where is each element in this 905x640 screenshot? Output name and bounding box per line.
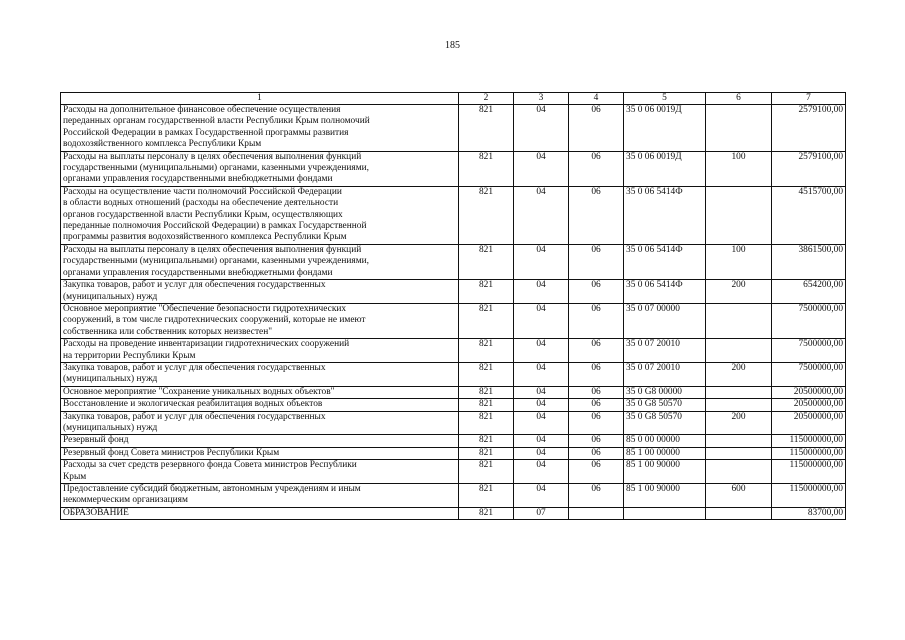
header-col-5: 5: [624, 93, 706, 105]
row-section: 04: [514, 386, 569, 398]
table-row: [61, 399, 846, 411]
header-row: [61, 93, 846, 105]
row-admin-code: 821: [459, 105, 514, 152]
row-description: Резервный фонд Совета министров Республики Крым: [61, 447, 459, 459]
row-admin-code: 821: [459, 484, 514, 508]
table-row: [61, 339, 846, 363]
row-section: 04: [514, 151, 569, 186]
row-admin-code: 821: [459, 244, 514, 279]
row-section: 07: [514, 507, 569, 519]
row-admin-code: 821: [459, 435, 514, 447]
row-admin-code: 821: [459, 151, 514, 186]
header-col-3: 3: [514, 93, 569, 105]
row-amount: 83700,00: [772, 507, 846, 519]
row-expense-type: 600: [706, 484, 772, 508]
row-section: 04: [514, 280, 569, 304]
row-description: Расходы на дополнительное финансовое обеспечение осуществления переданных органам государственной власти Республики Крым полномочий Российской Федерации в рамках Государственной программы развития водохозяйственного комплекса Республики Крым: [61, 105, 459, 152]
row-subsection: [569, 507, 624, 519]
row-description: Закупка товаров, работ и услуг для обеспечения государственных (муниципальных) нужд: [61, 280, 459, 304]
row-amount: 2579100,00: [772, 151, 846, 186]
header-col-6: 6: [706, 93, 772, 105]
table-row: [61, 244, 846, 279]
row-subsection: 06: [569, 151, 624, 186]
row-amount: 7500000,00: [772, 303, 846, 338]
row-description: Расходы на проведение инвентаризации гидротехнических сооружений на территории Республики Крым: [61, 339, 459, 363]
row-description: Закупка товаров, работ и услуг для обеспечения государственных (муниципальных) нужд: [61, 411, 459, 435]
row-description: Предоставление субсидий бюджетным, автономным учреждениям и иным некоммерческим организациям: [61, 484, 459, 508]
row-expense-type: 200: [706, 411, 772, 435]
row-subsection: 06: [569, 303, 624, 338]
row-target-article: 35 0 06 0019Д: [624, 105, 706, 152]
row-section: 04: [514, 105, 569, 152]
row-target-article: 35 0 06 5414Ф: [624, 280, 706, 304]
page-number: 185: [445, 40, 460, 51]
row-section: 04: [514, 362, 569, 386]
row-subsection: 06: [569, 362, 624, 386]
row-admin-code: 821: [459, 362, 514, 386]
row-target-article: [624, 507, 706, 519]
row-admin-code: 821: [459, 339, 514, 363]
row-amount: 115000000,00: [772, 484, 846, 508]
row-expense-type: [706, 105, 772, 152]
row-expense-type: [706, 399, 772, 411]
table-row: [61, 386, 846, 398]
row-admin-code: 821: [459, 399, 514, 411]
row-subsection: 06: [569, 386, 624, 398]
row-section: 04: [514, 244, 569, 279]
row-admin-code: 821: [459, 507, 514, 519]
table-row: [61, 186, 846, 244]
row-section: 04: [514, 411, 569, 435]
header-col-7: 7: [772, 93, 846, 105]
row-amount: 115000000,00: [772, 460, 846, 484]
row-expense-type: [706, 447, 772, 459]
row-admin-code: 821: [459, 186, 514, 244]
row-section: 04: [514, 435, 569, 447]
row-expense-type: [706, 460, 772, 484]
row-amount: 654200,00: [772, 280, 846, 304]
row-admin-code: 821: [459, 280, 514, 304]
row-section: 04: [514, 339, 569, 363]
row-section: 04: [514, 484, 569, 508]
row-description: Основное мероприятие "Сохранение уникальных водных объектов": [61, 386, 459, 398]
row-amount: 4515700,00: [772, 186, 846, 244]
row-target-article: 35 0 06 0019Д: [624, 151, 706, 186]
row-target-article: 85 0 00 00000: [624, 435, 706, 447]
row-section: 04: [514, 303, 569, 338]
row-target-article: 35 0 G8 50570: [624, 411, 706, 435]
table-row: [61, 362, 846, 386]
row-expense-type: [706, 186, 772, 244]
row-description: Восстановление и экологическая реабилитация водных объектов: [61, 399, 459, 411]
row-description: Закупка товаров, работ и услуг для обеспечения государственных (муниципальных) нужд: [61, 362, 459, 386]
row-section: 04: [514, 399, 569, 411]
table-row: [61, 435, 846, 447]
row-target-article: 35 0 06 5414Ф: [624, 244, 706, 279]
row-subsection: 06: [569, 399, 624, 411]
row-amount: 2579100,00: [772, 105, 846, 152]
table-row: [61, 411, 846, 435]
table-row: [61, 151, 846, 186]
table-row: [61, 105, 846, 152]
header-col-2: 2: [459, 93, 514, 105]
row-target-article: 35 0 07 20010: [624, 339, 706, 363]
row-section: 04: [514, 447, 569, 459]
row-description: Резервный фонд: [61, 435, 459, 447]
row-target-article: 35 0 06 5414Ф: [624, 186, 706, 244]
row-subsection: 06: [569, 105, 624, 152]
row-target-article: 85 1 00 90000: [624, 460, 706, 484]
row-expense-type: [706, 386, 772, 398]
row-amount: 115000000,00: [772, 447, 846, 459]
table-row: [61, 280, 846, 304]
table-row: [61, 303, 846, 338]
row-subsection: 06: [569, 460, 624, 484]
row-expense-type: 100: [706, 244, 772, 279]
row-expense-type: 100: [706, 151, 772, 186]
table-row: [61, 460, 846, 484]
row-subsection: 06: [569, 411, 624, 435]
row-section: 04: [514, 186, 569, 244]
row-admin-code: 821: [459, 386, 514, 398]
row-expense-type: [706, 507, 772, 519]
row-section: 04: [514, 460, 569, 484]
row-target-article: 35 0 07 00000: [624, 303, 706, 338]
table-row: [61, 484, 846, 508]
table-row: [61, 447, 846, 459]
row-admin-code: 821: [459, 460, 514, 484]
row-expense-type: 200: [706, 362, 772, 386]
row-target-article: 85 1 00 90000: [624, 484, 706, 508]
row-description: Расходы за счет средств резервного фонда Совета министров Республики Крым: [61, 460, 459, 484]
row-amount: 7500000,00: [772, 362, 846, 386]
row-target-article: 35 0 G8 00000: [624, 386, 706, 398]
row-description: Основное мероприятие "Обеспечение безопасности гидротехнических сооружений, в том числе гидротехнических сооружений, которые не имеют собственника или собственник которых неизвестен": [61, 303, 459, 338]
budget-table: [60, 92, 846, 520]
row-admin-code: 821: [459, 447, 514, 459]
header-col-4: 4: [569, 93, 624, 105]
row-expense-type: [706, 435, 772, 447]
row-description: Расходы на выплаты персоналу в целях обеспечения выполнения функций государственными (муниципальными) органами, казенными учреждениями, органами управления государственными внебюджетными фондами: [61, 244, 459, 279]
row-subsection: 06: [569, 339, 624, 363]
row-target-article: 35 0 07 20010: [624, 362, 706, 386]
row-subsection: 06: [569, 447, 624, 459]
header-col-1: 1: [61, 93, 459, 105]
row-description: ОБРАЗОВАНИЕ: [61, 507, 459, 519]
row-subsection: 06: [569, 186, 624, 244]
row-expense-type: [706, 303, 772, 338]
row-description: Расходы на осуществление части полномочий Российской Федерации в области водных отношений (расходы на обеспечение деятельности органов государственной власти Республики Крым, осуществляющих переданные полномочия Российской Федерации) в рамках Государственной программы развития водохозяйственного комплекса Республики Крым: [61, 186, 459, 244]
row-amount: 20500000,00: [772, 386, 846, 398]
row-admin-code: 821: [459, 411, 514, 435]
table-row: [61, 507, 846, 519]
row-amount: 20500000,00: [772, 411, 846, 435]
row-target-article: 35 0 G8 50570: [624, 399, 706, 411]
row-admin-code: 821: [459, 303, 514, 338]
row-subsection: 06: [569, 484, 624, 508]
row-subsection: 06: [569, 280, 624, 304]
row-subsection: 06: [569, 435, 624, 447]
row-subsection: 06: [569, 244, 624, 279]
row-amount: 3861500,00: [772, 244, 846, 279]
row-expense-type: [706, 339, 772, 363]
row-amount: 20500000,00: [772, 399, 846, 411]
row-expense-type: 200: [706, 280, 772, 304]
row-description: Расходы на выплаты персоналу в целях обеспечения выполнения функций государственными (муниципальными) органами, казенными учреждениями, органами управления государственными внебюджетными фондами: [61, 151, 459, 186]
row-amount: 115000000,00: [772, 435, 846, 447]
row-amount: 7500000,00: [772, 339, 846, 363]
row-target-article: 85 1 00 00000: [624, 447, 706, 459]
